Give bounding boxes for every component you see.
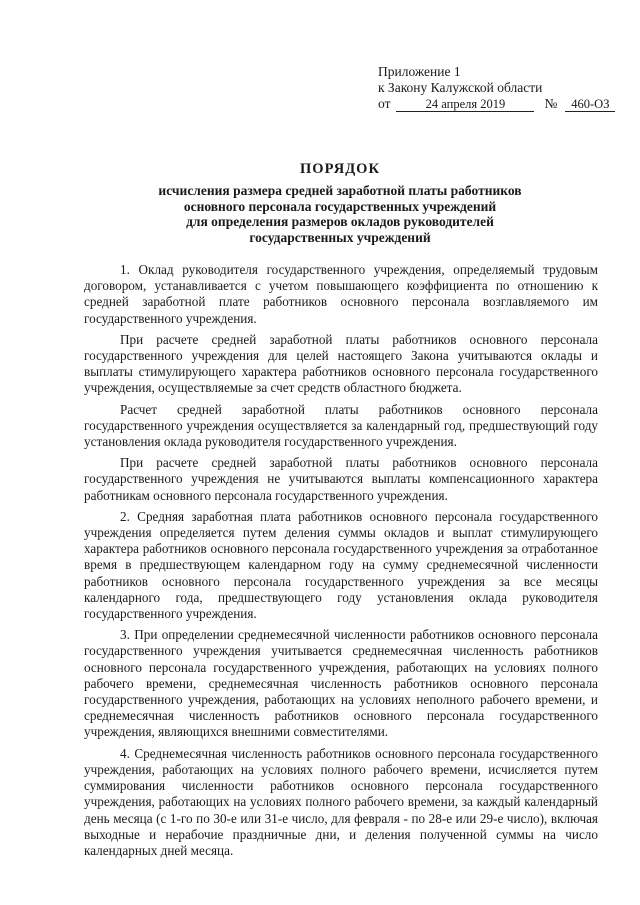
subtitle-line: государственных учреждений: [249, 229, 431, 245]
paragraph: 2. Средняя заработная плата работников основного персонала государственного учреждения определяется путем деления суммы окладов и выплат стимулирующего характера работников основного персонала государственного учреждения за отработанное время в предшествующем календарном году на сумму среднемесячной численности работников основного персонала государственного учреждения за все месяцы календарного года, предшествующего году установления оклада руководителя государственного учреждения.: [84, 508, 598, 622]
document-title: [80, 160, 600, 245]
appendix-number-line: Приложение 1: [378, 64, 461, 79]
from-label: от: [378, 96, 391, 111]
law-number: 460-ОЗ: [565, 98, 615, 112]
paragraph: Расчет средней заработной платы работников основного персонала государственного учреждения осуществляется за календарный год, предшествующий году установления оклада руководителя государственного учреждения.: [84, 401, 598, 450]
appendix-date-line: [378, 96, 618, 112]
appendix-law-line: к Закону Калужской области: [378, 80, 543, 95]
title-main: ПОРЯДОК: [300, 161, 380, 177]
document-body: [84, 262, 598, 864]
subtitle-line: основного персонала государственных учреждений: [183, 198, 497, 214]
subtitle-line: для определения размеров окладов руководителей: [186, 214, 494, 229]
paragraph: 3. При определении среднемесячной численности работников основного персонала государственного учреждения учитывается среднемесячная численность работников основного персонала государственного учреждения, работающих на условиях полного рабочего времени, среднемесячная численность работников основного персонала государственного учреждения, работающих на условиях неполного рабочего времени, и среднемесячная численность работников основного персонала государственного учреждения, являющихся внешними совместителями.: [84, 627, 598, 740]
appendix-header: [378, 64, 618, 112]
title-subtitle: [80, 183, 600, 245]
paragraph: 1. Оклад руководителя государственного учреждения, определяемый трудовым договором, устанавливается с учетом повышающего коэффициента по отношению к средней заработной плате работников основного персонала возглавляемого им государственного учреждения.: [84, 262, 598, 326]
paragraph: 4. Среднемесячная численность работников основного персонала государственного учреждения, работающих на условиях полного рабочего времени, исчисляется путем суммирования численности работников основного персонала государственного учреждения, работающих на условиях полного рабочего времени, за каждый календарный день месяца (с 1-го по 30-е или 31-е число, для февраля - по 28-е или 29-е число), включая выходные и нерабочие праздничные дни, и деления полученной суммы на число календарных дней месяца.: [84, 745, 598, 858]
paragraph: При расчете средней заработной платы работников основного персонала государственного учреждения для целей настоящего Закона учитываются оклады и выплаты стимулирующего характера работников основного персонала государственного учреждения, осуществляемые за счет средств областного бюджета.: [84, 331, 598, 396]
subtitle-line: исчисления размера средней заработной платы работников: [158, 183, 522, 198]
law-date: 24 апреля 2019: [396, 98, 534, 112]
number-label: №: [544, 96, 558, 111]
paragraph: При расчете средней заработной платы работников основного персонала государственного учреждения не учитываются выплаты компенсационного характера работникам основного персонала государственного учреждения.: [84, 455, 598, 503]
